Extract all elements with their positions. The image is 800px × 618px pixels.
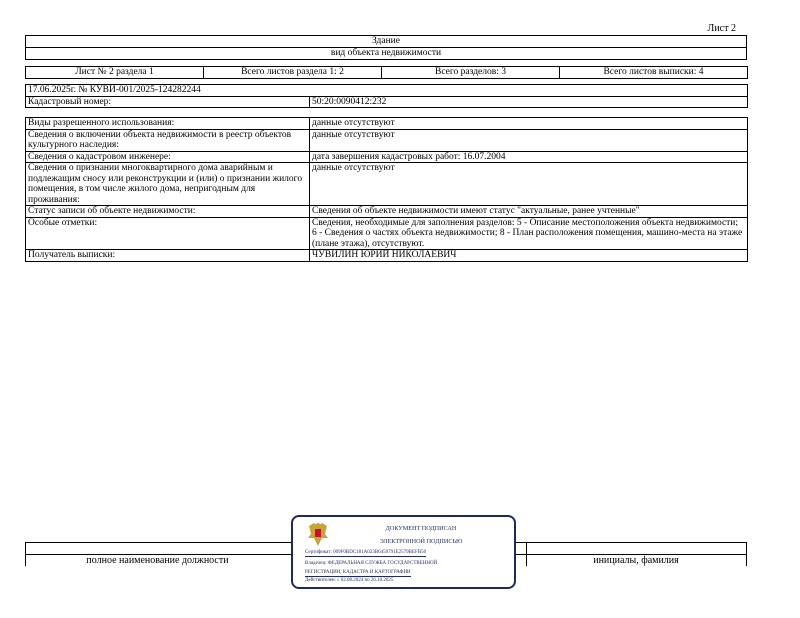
object-kind-caption: вид объекта недвижимости bbox=[26, 48, 747, 60]
sections-total: Всего разделов: 3 bbox=[382, 67, 560, 79]
row-label: Сведения о признании многоквартирного дома аварийным и подлежащим сносу или реконструкции и (или) о признании жилого помещения, в том числе жилого дома, непригодным для проживания: bbox=[26, 163, 310, 206]
info-table bbox=[25, 117, 748, 262]
cadastral-value: 50:20:0090412:232 bbox=[310, 96, 748, 108]
table-row bbox=[26, 151, 748, 163]
sheet-of-section: Лист № 2 раздела 1 bbox=[26, 67, 204, 79]
row-label: Сведения о кадастровом инженере: bbox=[26, 151, 310, 163]
row-label: Особые отметки: bbox=[26, 217, 310, 250]
table-row bbox=[26, 250, 748, 262]
ids-table bbox=[25, 84, 748, 108]
table-row bbox=[26, 217, 748, 250]
row-label: Сведения о включении объекта недвижимости в реестр объектов культурного наследия: bbox=[26, 129, 310, 151]
extract-sheets-total: Всего листов выписки: 4 bbox=[560, 67, 748, 79]
signature-title-2: ЭЛЕКТРОННОЙ ПОДПИСЬЮ bbox=[379, 538, 463, 545]
row-value: данные отсутствуют bbox=[310, 163, 748, 206]
date-number: 17.06.2025г. № КУВИ-001/2025-124282244 bbox=[26, 85, 748, 97]
position-caption: полное наименование должности bbox=[86, 555, 229, 566]
row-value: Сведения об объекте недвижимости имеют статус "актуальные, ранее учтенные" bbox=[310, 206, 748, 218]
sheet-meta-table bbox=[25, 66, 748, 79]
section-sheets-total: Всего листов раздела 1: 2 bbox=[204, 67, 382, 79]
owner-line-1: Владелец: ФЕДЕРАЛЬНАЯ СЛУЖБА ГОСУДАРСТВЕННОЙ bbox=[305, 561, 438, 566]
electronic-signature-stamp bbox=[291, 515, 516, 589]
table-row bbox=[26, 163, 748, 206]
table-row bbox=[26, 129, 748, 151]
table-row bbox=[26, 118, 748, 130]
row-value: ЧУВИЛИН ЮРИЙ НИКОЛАЕВИЧ bbox=[310, 250, 748, 262]
row-value: данные отсутствуют bbox=[310, 129, 748, 151]
cadastral-label: Кадастровый номер: bbox=[26, 96, 310, 108]
coat-of-arms-icon bbox=[305, 520, 331, 548]
table-row bbox=[26, 206, 748, 218]
footer-right-edge bbox=[746, 542, 747, 566]
validity-period: Действителен: с 02.08.2024 по 26.10.2025 bbox=[305, 578, 394, 583]
row-label: Виды разрешенного использования: bbox=[26, 118, 310, 130]
row-value: Сведения, необходимые для заполнения разделов: 5 - Описание местоположения объекта недвижимости; 6 - Сведения о частях объекта недвижимости; 8 - План расположения помещения, машино-места на этаже (плане этажа), отсутствуют. bbox=[310, 217, 748, 250]
object-kind: Здание bbox=[26, 36, 747, 48]
name-caption: инициалы, фамилия bbox=[593, 555, 679, 566]
row-label: Статус записи об объекте недвижимости: bbox=[26, 206, 310, 218]
row-value: данные отсутствуют bbox=[310, 118, 748, 130]
row-value: дата завершения кадастровых работ: 16.07.2004 bbox=[310, 151, 748, 163]
owner-line-2: РЕГИСТРАЦИИ, КАДАСТРА И КАРТОГРАФИИ bbox=[305, 570, 411, 575]
signature-title-1: ДОКУМЕНТ ПОДПИСАН bbox=[385, 525, 457, 532]
row-label: Получатель выписки: bbox=[26, 250, 310, 262]
sheet-label: Лист 2 bbox=[707, 23, 736, 34]
certificate-number: Сертификат: 009F0BDC181A023B6459791E2579BEFB50 bbox=[305, 550, 427, 555]
object-header-table bbox=[25, 35, 747, 60]
